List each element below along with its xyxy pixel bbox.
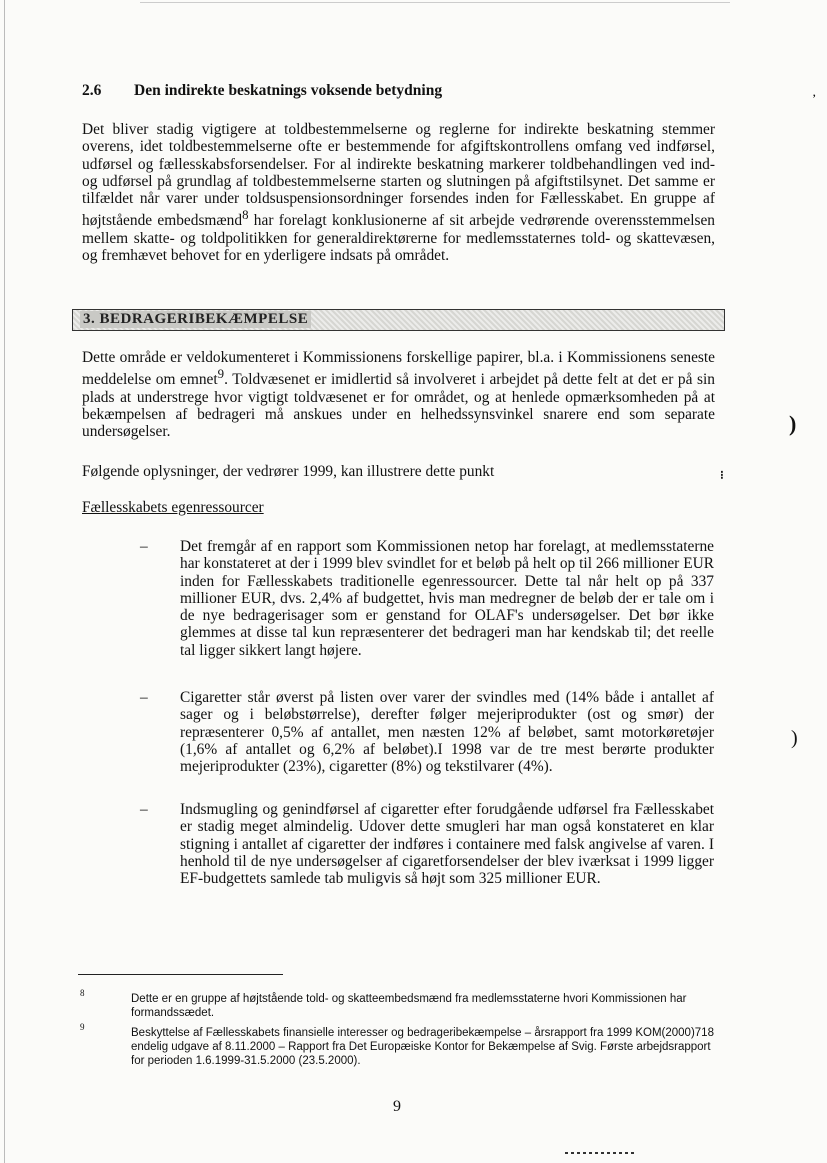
scan-edge-line xyxy=(4,0,5,1163)
section-heading-title: Den indirekte beskatnings voksende betydning xyxy=(134,82,443,99)
bullet-item-3: Indsmugling og genindførsel af cigaretter efter forudgående udførsel fra Fællesskabet er stadig meget almindelig. Udover dette smugleri har man også konstateret en klar stigning i antallet af cigaretter der indføres i containere med falsk angivelse af varen. I henhold til de nye undersøgelser af cigaretforsendelser der blev iværksat i 1999 ligger EF-budgettets samlede tab muligvis så højt som 325 millioner EUR. xyxy=(180,801,714,888)
page-number: 9 xyxy=(393,1098,401,1115)
bullet-item-1: Det fremgår af en rapport som Kommissionen netop har forelagt, at medlemsstaterne har konstateret at der i 1999 blev svindlet for et beløb på helt op til 266 millioner EUR inden for Fællesskabets traditionelle egenressourcer. Dette tal når helt op på 337 millioner EUR, dvs. 2,4% af budgettet, hvis man medregner de beløb der er tale om i de nye bedragerisager som er genstand for OLAF's undersøgelser. Det bør ikke glemmes at disse tal kun repræsenterer det bedrageri man har kendskab til; det reelle tal ligger sikkert langt højere. xyxy=(180,538,714,659)
subheading-own-resources: Fællesskabets egenressourcer xyxy=(82,499,264,516)
footnote-ref-9: 9 xyxy=(217,367,225,382)
bullet-item-2: Cigaretter står øverst på listen over varer der svindles med (14% både i antallet af sager og i beløbstørrelse), derefter følger mejeriprodukter (ost og smør) der repræsenterer 0,5% af antallet, men næsten 12% af beløbet, samt motorkøretøjer (1,6% af antallet og 6,2% af beløbet).I 1998 var de tre mest berørte produkter mejeriprodukter (23%), cigaretter (8%) og tekstilvarer (4%). xyxy=(180,689,714,776)
margin-bracket-mark-lower: ) xyxy=(791,727,798,749)
scan-top-line xyxy=(140,2,730,3)
footnote-mark-8: 8 xyxy=(80,988,85,998)
paragraph-indirect-taxation: Det bliver stadig vigtigere at toldbestemmelserne og reglerne for indirekte beskatning stemmer overens, idet toldbestemmelserne ofte er bestemmende for afgiftskontrollens omfang ved indførsel, udførsel og fællesskabsforsendelser. For al indirekte beskatning markerer toldbehandlingen ved ind- og udførsel på grundlag af toldbestemmelserne starten og slutningen på afgiftstilsynet. Det samme er tilfældet når varer under toldsuspensionsordninger forsendes inden for Fællesskabet. En gruppe af højtstående embedsmænd$^8$ har forelagt konklusionerne af sit arbejde vedrørende overensstemmelsen mellem skatte- og toldpolitikken for generaldirektørerne for medlemsstaternes told- og skattevæsen, og fremhævet behovet for en yderligere indsats på området. xyxy=(82,121,715,265)
paragraph-illustration-intro: Følgende oplysninger, der vedrører 1999, kan illustrere dette punkt xyxy=(82,463,495,480)
footnote-8: Dette er en gruppe af højtstående told- og skatteembedsmænd fra medlemsstaterne hvori Kommissionen har formandssædet. xyxy=(131,993,687,1019)
scan-speck xyxy=(565,1152,635,1154)
footnote-ref-8: 8 xyxy=(242,208,249,223)
paragraph-fraud-documentation: Dette område er veldokumenteret i Kommissionens forskellige papirer, bl.a. i Kommissionens seneste meddelelse om emnet$^9$. Toldvæsenet er imidlertid så involveret i arbejdet på dette felt at det er på sin plads at understrege hvor vigtigt toldvæsenet er for området, og at henlede opmærksomheden på at bekæmpelsen af bedrageri må anskues under en helhedssynsvinkel snarere end som separate undersøgelser. xyxy=(82,349,715,441)
bullet-dash-2: – xyxy=(140,689,148,706)
section-heading-number: 2.6 xyxy=(82,82,102,99)
margin-tick-mark: , xyxy=(813,88,816,99)
footnote-mark-9: 9 xyxy=(80,1022,85,1032)
section-heading xyxy=(82,82,442,100)
section-banner-title: 3. BEDRAGERIBEKÆMPELSE xyxy=(80,311,311,328)
section-banner xyxy=(72,309,725,331)
footnote-9: Beskyttelse af Fællesskabets finansielle interesser og bedrageribekæmpelse – årsrapport fra 1999 KOM(2000)718 endelig udgave af 8.11.2000 – Rapport fra Det Europæiske Kontor for Bekæmpelse af Svig. Første arbejdsrapport for perioden 1.6.1999-31.5.2000 (23.5.2000). xyxy=(131,1027,714,1067)
footnote-separator xyxy=(78,974,283,975)
bullet-dash-3: – xyxy=(140,801,148,818)
bullet-dash-1: – xyxy=(140,538,148,555)
margin-bracket-mark-upper: ) xyxy=(789,411,797,436)
margin-dots-mark: ⁝ xyxy=(720,468,724,482)
